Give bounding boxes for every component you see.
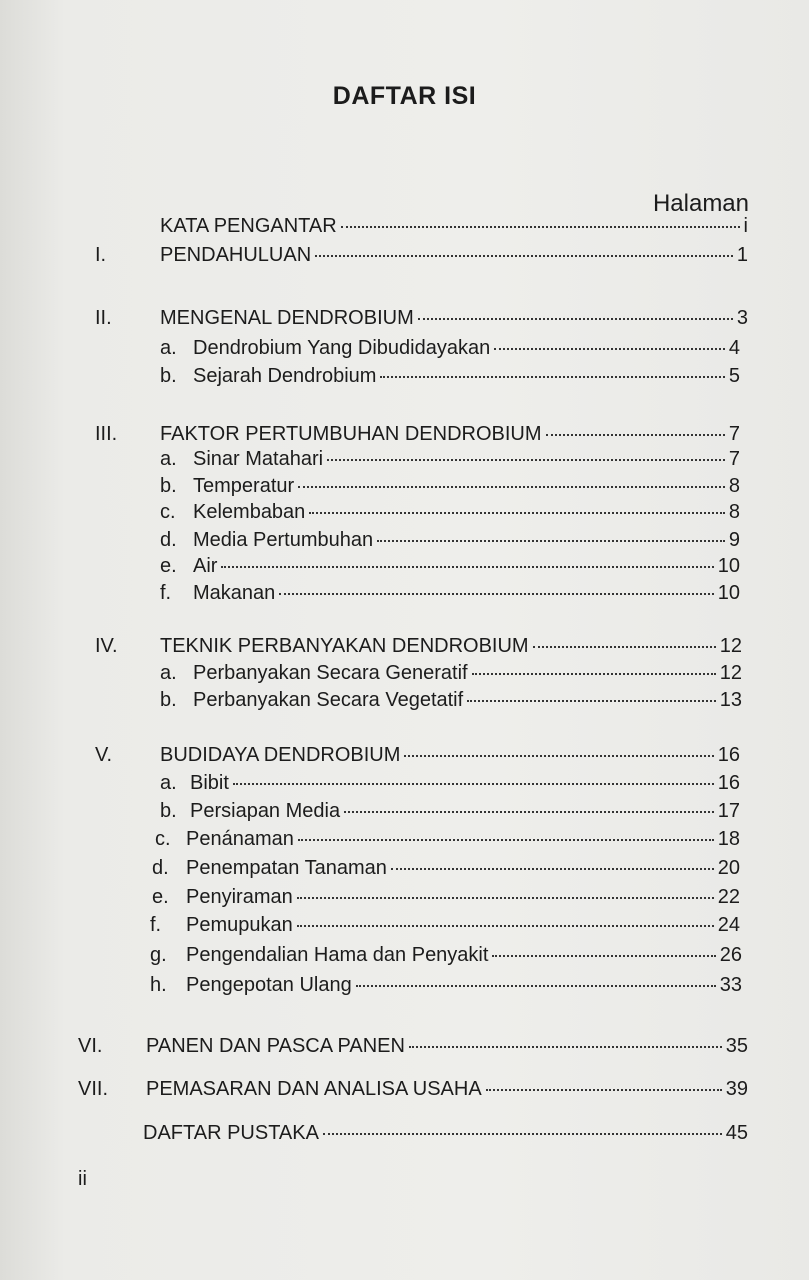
page-title: DAFTAR ISI xyxy=(332,82,477,110)
toc-entry-label: Sinar Matahari xyxy=(193,448,324,470)
toc-dot-leader xyxy=(546,434,725,436)
toc-entry-label: Dendrobium Yang Dibudidayakan xyxy=(193,337,491,359)
toc-entry-label: Penempatan Tanaman xyxy=(186,857,387,879)
toc-page-number: 10 xyxy=(717,582,740,604)
toc-dot-leader xyxy=(492,955,715,957)
toc-entry-label: Makanan xyxy=(193,582,276,604)
toc-subsection-letter: b. xyxy=(160,800,177,822)
toc-entry xyxy=(193,688,742,712)
toc-dot-leader xyxy=(486,1089,722,1091)
toc-entry-label: FAKTOR PERTUMBUHAN DENDROBIUM xyxy=(160,423,542,445)
toc-page-number: 10 xyxy=(717,555,740,577)
toc-entry xyxy=(186,943,742,967)
toc-entry-label: PEMASARAN DAN ANALISA USAHA xyxy=(146,1078,482,1100)
toc-subsection-letter: d. xyxy=(160,529,177,551)
toc-page-number: 16 xyxy=(717,772,740,794)
toc-chapter-number: VI. xyxy=(78,1035,103,1057)
toc-page-number: 24 xyxy=(717,914,740,936)
toc-entry-label: Perbanyakan Secara Vegetatif xyxy=(193,689,464,711)
toc-entry xyxy=(193,528,740,552)
toc-chapter-number: II. xyxy=(95,307,112,329)
toc-page-number: i xyxy=(743,215,748,237)
toc-subsection-letter: h. xyxy=(150,974,167,996)
toc-entry-label: Bibit xyxy=(190,772,229,794)
toc-subsection-letter: b. xyxy=(160,365,177,387)
toc-entry-label: MENGENAL DENDROBIUM xyxy=(160,307,414,329)
toc-entry xyxy=(160,422,740,446)
toc-entry-label: Pengepotan Ulang xyxy=(186,974,352,996)
toc-dot-leader xyxy=(356,985,716,987)
toc-entry-label: Perbanyakan Secara Generatif xyxy=(193,662,468,684)
toc-entry-label: Penánaman xyxy=(186,828,294,850)
toc-entry-label: DAFTAR PUSTAKA xyxy=(143,1122,319,1144)
toc-entry xyxy=(160,214,748,238)
toc-chapter-number: VII. xyxy=(78,1078,109,1100)
toc-subsection-letter: c. xyxy=(155,828,171,850)
toc-page-number: 35 xyxy=(725,1035,748,1057)
toc-dot-leader xyxy=(323,1133,722,1135)
toc-dot-leader xyxy=(472,673,716,675)
toc-entry-label: Penyiraman xyxy=(186,886,293,908)
toc-page-number: 9 xyxy=(728,529,740,551)
toc-entry-label: Sejarah Dendrobium xyxy=(193,365,377,387)
toc-entry xyxy=(193,661,742,685)
toc-dot-leader xyxy=(418,318,733,320)
toc-subsection-letter: e. xyxy=(152,886,169,908)
toc-subsection-letter: f. xyxy=(150,914,162,936)
toc-entry xyxy=(143,1121,748,1145)
toc-page-number: 18 xyxy=(717,828,740,850)
toc-page-number: 39 xyxy=(725,1078,748,1100)
toc-entry-label: Kelembaban xyxy=(193,501,306,523)
toc-entry xyxy=(186,913,740,937)
toc-entry xyxy=(186,973,742,997)
toc-entry xyxy=(193,500,740,524)
toc-entry xyxy=(193,364,740,388)
toc-dot-leader xyxy=(297,897,714,899)
toc-dot-leader xyxy=(380,376,724,378)
toc-entry xyxy=(193,336,740,360)
toc-page-number: 33 xyxy=(719,974,742,996)
halaman-header: Halaman xyxy=(652,190,749,217)
toc-dot-leader xyxy=(221,566,713,568)
toc-entry-label: Media Pertumbuhan xyxy=(193,529,374,551)
toc-entry xyxy=(193,554,740,578)
toc-entry-label: KATA PENGANTAR xyxy=(160,215,337,237)
toc-page-number: 45 xyxy=(725,1122,748,1144)
toc-dot-leader xyxy=(377,540,725,542)
toc-dot-leader xyxy=(533,646,716,648)
toc-page-number: 7 xyxy=(728,423,740,445)
toc-entry xyxy=(160,743,740,767)
toc-subsection-letter: c. xyxy=(160,501,176,523)
toc-entry xyxy=(193,447,740,471)
toc-page-number: 8 xyxy=(728,475,740,497)
toc-subsection-letter: g. xyxy=(150,944,167,966)
toc-page-number: 4 xyxy=(728,337,740,359)
toc-chapter-number: III. xyxy=(95,423,118,445)
toc-dot-leader xyxy=(341,226,740,228)
toc-entry xyxy=(186,885,740,909)
toc-page-number: 12 xyxy=(719,662,742,684)
toc-entry xyxy=(190,771,740,795)
toc-entry xyxy=(160,634,742,658)
toc-dot-leader xyxy=(494,348,725,350)
toc-entry xyxy=(146,1034,748,1058)
toc-subsection-letter: f. xyxy=(160,582,172,604)
toc-page-number: 20 xyxy=(717,857,740,879)
toc-page-number: 22 xyxy=(717,886,740,908)
toc-subsection-letter: a. xyxy=(160,448,177,470)
footer-page-number: ii xyxy=(78,1168,87,1190)
toc-page-number: 16 xyxy=(717,744,740,766)
toc-dot-leader xyxy=(297,925,714,927)
toc-entry xyxy=(193,581,740,605)
toc-page-number: 17 xyxy=(717,800,740,822)
toc-dot-leader xyxy=(279,593,713,595)
toc-dot-leader xyxy=(409,1046,722,1048)
toc-entry xyxy=(160,243,748,267)
toc-dot-leader xyxy=(404,755,713,757)
toc-page-number: 8 xyxy=(728,501,740,523)
toc-page-number: 7 xyxy=(728,448,740,470)
toc-dot-leader xyxy=(298,486,725,488)
toc-entry xyxy=(160,306,748,330)
toc-subsection-letter: a. xyxy=(160,337,177,359)
toc-page-number: 13 xyxy=(719,689,742,711)
toc-entry xyxy=(186,827,740,851)
toc-chapter-number: I. xyxy=(95,244,107,266)
toc-subsection-letter: d. xyxy=(152,857,169,879)
toc-subsection-letter: a. xyxy=(160,662,177,684)
toc-entry-label: PANEN DAN PASCA PANEN xyxy=(146,1035,405,1057)
toc-entry-label: Pemupukan xyxy=(186,914,293,936)
toc-dot-leader xyxy=(298,839,714,841)
toc-subsection-letter: a. xyxy=(160,772,177,794)
toc-chapter-number: IV. xyxy=(95,635,118,657)
toc-dot-leader xyxy=(344,811,714,813)
toc-chapter-number: V. xyxy=(95,744,113,766)
toc-page-number: 12 xyxy=(719,635,742,657)
toc-dot-leader xyxy=(391,868,714,870)
toc-subsection-letter: e. xyxy=(160,555,177,577)
toc-entry-label: Persiapan Media xyxy=(190,800,341,822)
toc-page-number: 26 xyxy=(719,944,742,966)
toc-dot-leader xyxy=(327,459,725,461)
toc-page-number: 5 xyxy=(728,365,740,387)
toc-dot-leader xyxy=(315,255,733,257)
toc-entry-label: Pengendalian Hama dan Penyakit xyxy=(186,944,489,966)
toc-entry-label: PENDAHULUAN xyxy=(160,244,312,266)
toc-entry xyxy=(186,856,740,880)
toc-entry-label: BUDIDAYA DENDROBIUM xyxy=(160,744,401,766)
toc-entry xyxy=(190,799,740,823)
toc-page-number: 3 xyxy=(736,307,748,329)
toc-dot-leader xyxy=(467,700,716,702)
toc-entry-label: Temperatur xyxy=(193,475,295,497)
toc-entry xyxy=(193,474,740,498)
toc-entry-label: Air xyxy=(193,555,218,577)
toc-subsection-letter: b. xyxy=(160,689,177,711)
toc-subsection-letter: b. xyxy=(160,475,177,497)
toc-entry xyxy=(146,1077,748,1101)
toc-page-number: 1 xyxy=(736,244,748,266)
toc-dot-leader xyxy=(309,512,725,514)
toc-dot-leader xyxy=(233,783,714,785)
toc-entry-label: TEKNIK PERBANYAKAN DENDROBIUM xyxy=(160,635,529,657)
